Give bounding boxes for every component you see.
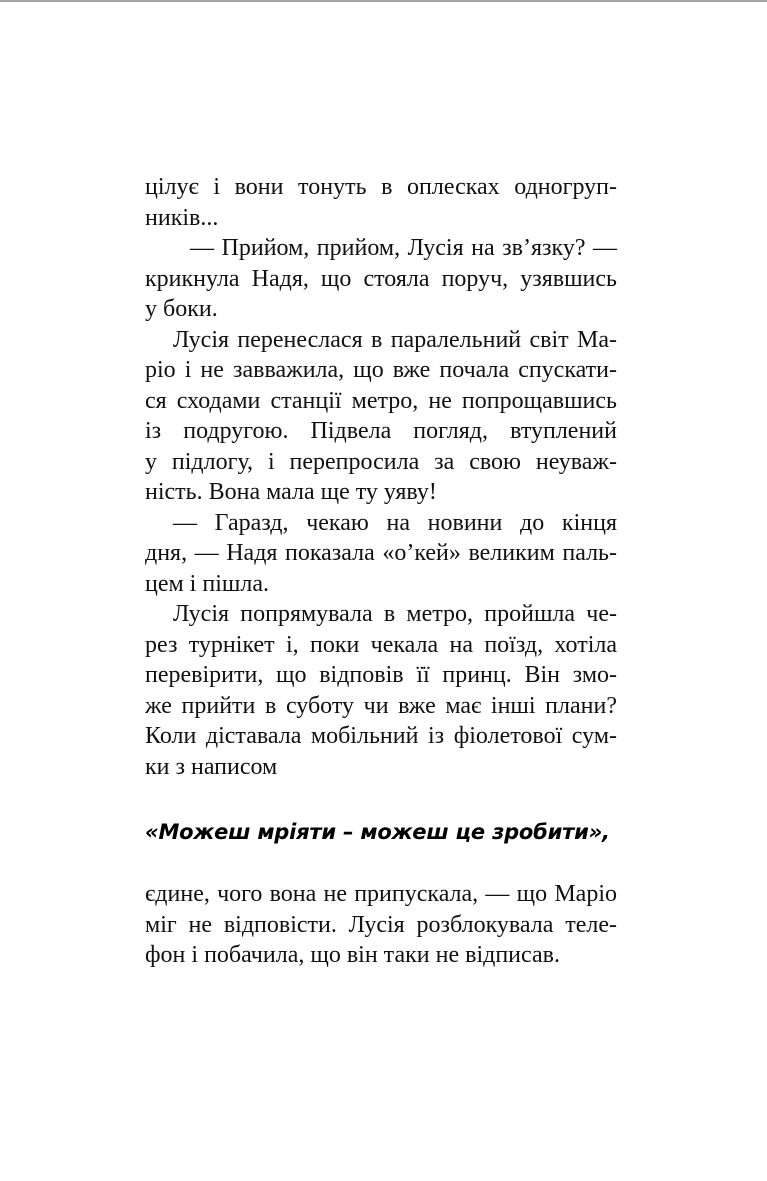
text-line: у боки. [145,296,218,322]
text-line: Лусія перенеслася в паралельний світ Ма- [173,326,617,353]
text-line: цілує і вони тонуть в оплесках одногруп- [145,174,617,200]
text-line: у підлогу, і перепросила за свою неуваж- [145,448,617,475]
text-line: ріо і не завважила, що вже почала спускати- [145,357,617,383]
text-line: же прийти в суботу чи вже має інші плани? [145,692,617,719]
text-line: дня, — Надя показала «о’кей» великим паль- [145,540,617,566]
text-line: Лусія попрямувала в метро, пройшла че- [173,601,617,627]
text-line: єдине, чого вона не припускала, — що Маріо [145,881,617,907]
text-line: перевірити, що відповів її принц. Він змо- [145,662,617,688]
text-line: цем і пішла. [145,570,269,597]
text-line: із подругою. Підвела погляд, втуплений [145,418,617,444]
text-line: ки з написом [145,753,278,780]
page-top-border [0,0,767,2]
text-line: ся сходами станції метро, не попрощавшись [145,387,617,414]
bag-slogan: «Можеш мріяти – можеш це зробити», [145,820,610,844]
text-line: крикнула Надя, що стояла поруч, узявшись [145,265,617,292]
text-line: фон і побачила, що він таки не відписав. [145,942,560,968]
text-line: — Прийом, прийом, Лусія на зв’язку? — [190,235,617,261]
text-line: міг не відповісти. Лусія розблокувала теле- [145,911,617,938]
text-line: Коли діставала мобільний із фіолетової сум- [145,723,617,749]
book-page [145,172,617,971]
text-line: ність. Вона мала ще ту уяву! [145,479,437,505]
text-line: рез турнікет і, поки чекала на поїзд, хотіла [145,631,617,658]
text-line: — Гаразд, чекаю на новини до кінця [173,509,617,536]
text-line: ників... [145,204,219,231]
